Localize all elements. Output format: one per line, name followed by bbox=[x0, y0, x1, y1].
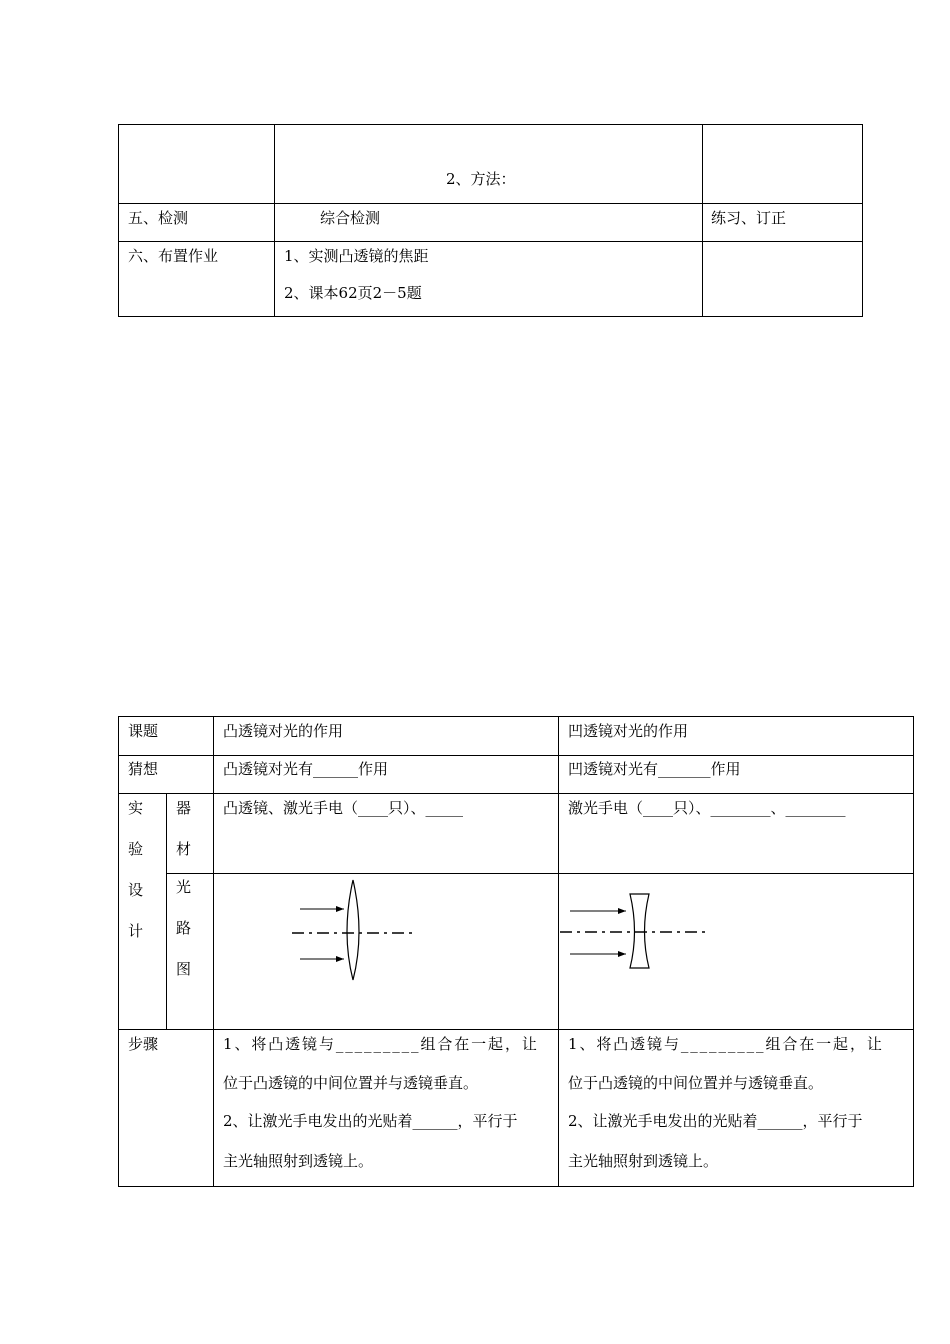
table-border bbox=[862, 124, 863, 317]
diagram-label-char: 光 bbox=[176, 878, 192, 896]
design-label-char: 计 bbox=[128, 922, 144, 940]
table-border bbox=[118, 793, 914, 794]
table-border bbox=[118, 124, 863, 125]
convex-lens-diagram bbox=[280, 876, 430, 986]
diagram-label-char: 路 bbox=[176, 919, 192, 937]
stage-homework-label: 六、布置作业 bbox=[128, 247, 219, 265]
equipment-label-char: 材 bbox=[176, 840, 192, 858]
table-border bbox=[274, 124, 275, 317]
table-border bbox=[166, 793, 167, 1030]
table-border bbox=[118, 1029, 914, 1030]
table-border bbox=[118, 716, 914, 717]
guess-label: 猜想 bbox=[128, 760, 159, 778]
design-label-char: 验 bbox=[128, 840, 144, 858]
concave-lens-shape bbox=[630, 894, 649, 968]
steps-concave-line: 位于凸透镜的中间位置并与透镜垂直。 bbox=[568, 1074, 824, 1092]
design-label-char: 实 bbox=[128, 799, 144, 817]
table-border bbox=[213, 716, 214, 1187]
steps-concave-line: 2、让激光手电发出的光贴着______，平行于 bbox=[568, 1112, 863, 1130]
steps-concave-line: 1、将凸透镜与_________组合在一起，让 bbox=[568, 1035, 884, 1053]
topic-concave: 凹透镜对光的作用 bbox=[568, 722, 689, 740]
table-border bbox=[118, 203, 863, 204]
steps-label: 步骤 bbox=[128, 1035, 159, 1053]
topic-label: 课题 bbox=[128, 722, 159, 740]
concave-lens-diagram bbox=[560, 890, 720, 970]
guess-concave: 凹透镜对光有_______作用 bbox=[568, 760, 741, 778]
steps-concave-line: 主光轴照射到透镜上。 bbox=[568, 1152, 719, 1170]
homework-item-2: 2、课本62页2－5题 bbox=[284, 284, 422, 302]
table-border bbox=[702, 124, 703, 317]
table-border bbox=[118, 241, 863, 242]
comprehensive-check-text: 综合检测 bbox=[320, 209, 381, 227]
table-border bbox=[118, 316, 863, 317]
steps-convex-line: 2、让激光手电发出的光贴着______，平行于 bbox=[223, 1112, 518, 1130]
equipment-concave: 激光手电（____只）、________、________ bbox=[568, 799, 846, 817]
guess-convex: 凸透镜对光有______作用 bbox=[223, 760, 389, 778]
table-border bbox=[166, 873, 914, 874]
table-border bbox=[118, 124, 119, 317]
table-border bbox=[118, 1186, 914, 1187]
steps-convex-line: 主光轴照射到透镜上。 bbox=[223, 1152, 374, 1170]
steps-convex-line: 1、将凸透镜与_________组合在一起，让 bbox=[223, 1035, 539, 1053]
stage-check-label: 五、检测 bbox=[128, 209, 189, 227]
method-text: 2、方法： bbox=[446, 170, 516, 188]
equipment-label-char: 器 bbox=[176, 799, 192, 817]
table-border bbox=[118, 755, 914, 756]
table-border bbox=[118, 716, 119, 1187]
convex-lens-shape bbox=[347, 880, 359, 980]
homework-item-1: 1、实测凸透镜的焦距 bbox=[284, 247, 429, 265]
diagram-label-char: 图 bbox=[176, 960, 192, 978]
practice-correction-text: 练习、订正 bbox=[711, 209, 787, 227]
steps-convex-line: 位于凸透镜的中间位置并与透镜垂直。 bbox=[223, 1074, 479, 1092]
topic-convex: 凸透镜对光的作用 bbox=[223, 722, 344, 740]
table-border bbox=[913, 716, 914, 1187]
equipment-convex: 凸透镜、激光手电（____只）、_____ bbox=[223, 799, 464, 817]
table-border bbox=[558, 716, 559, 1187]
design-label-char: 设 bbox=[128, 881, 144, 899]
